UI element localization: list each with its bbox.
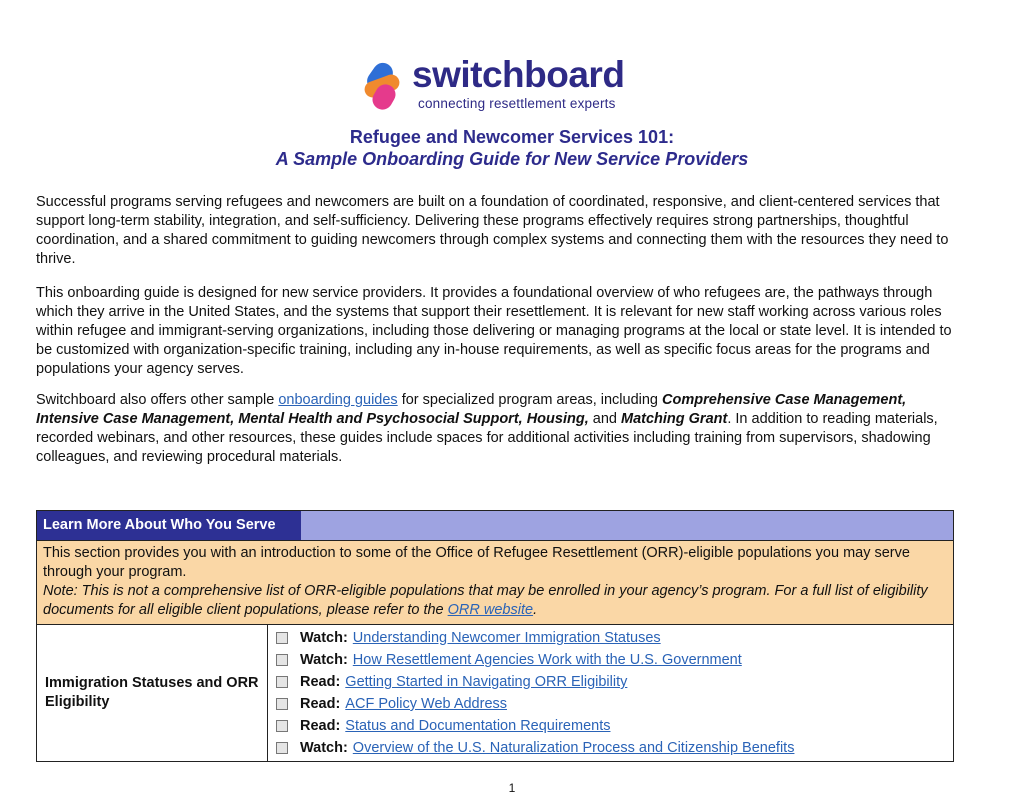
resource-link[interactable]: Overview of the U.S. Naturalization Process and Citizenship Benefits [352,740,795,756]
table-intro-note [43,582,947,620]
table-header [37,511,953,540]
p3-matching-grant: Matching Grant [620,411,728,427]
item-type-label: Read: [300,674,341,690]
resource-list [268,625,953,761]
p3-text-2: for specialized program areas, including [397,392,663,408]
item-type-label: Watch: [300,630,348,646]
list-item [276,627,953,649]
note-text: Note: This is not a comprehensive list of ORR-eligible populations that may be enrolled in your agency’s program. For a full list of eligibility documents for all eligible client populations, please refer to the [43,583,928,618]
list-item [276,715,953,737]
onboarding-guides-link[interactable]: onboarding guides [278,392,398,408]
document-title: Refugee and Newcomer Services 101: [349,127,675,147]
table-row [37,624,953,761]
p3-program-areas: Comprehensive Case Management, Intensive Case Management, Mental Health and Psychosocial Support, Housing, [36,392,907,427]
table-header-label: Learn More About Who You Serve [37,511,301,540]
intro-paragraph-2: This onboarding guide is designed for new service providers. It provides a foundational overview of who refugees are, the pathways through which they arrive in the United States, and the systems that support their resettlement. It is relevant for new staff working across various roles within refugee and immigrant-serving organizations, including those delivering or managing programs at the local or state level. It is intended to be customized with organization-specific training, including any in-house requirements, as well as specific focus areas for the programs and populations your agency serves. [36,285,952,377]
intro-paragraph-1: Successful programs serving refugees and newcomers are built on a foundation of coordinated, responsive, and client-centered services that support long-term stability, integration, and self-sufficiency. Delivering these programs effectively requires strong partnerships, thoughtful coordination, and a shared commitment to guiding newcomers through complex systems and connecting them with the resources they need to thrive. [36,194,949,267]
item-type-label: Read: [300,696,341,712]
p3-text-1: Switchboard also offers other sample [36,392,279,408]
logo-tagline: connecting resettlement experts [418,96,616,111]
checkbox[interactable] [276,698,288,710]
resource-link[interactable]: Getting Started in Navigating ORR Eligibility [345,674,628,690]
list-item [276,649,953,671]
list-item [276,671,953,693]
resource-link[interactable]: Understanding Newcomer Immigration Statuses [352,630,661,646]
checkbox[interactable] [276,632,288,644]
document-subtitle: A Sample Onboarding Guide for New Service Providers [275,149,749,169]
page-number: 1 [508,781,516,795]
list-item [276,693,953,715]
switchboard-logo [358,54,638,114]
checkbox[interactable] [276,720,288,732]
checkbox[interactable] [276,676,288,688]
intro-paragraph-3 [36,391,971,467]
item-type-label: Watch: [300,740,348,756]
list-item [276,737,953,759]
orr-website-link[interactable]: ORR website [447,602,534,618]
p3-text-3: and [588,411,621,427]
note-end: . [533,602,538,618]
item-type-label: Watch: [300,652,348,668]
row-label: Immigration Statuses and ORR Eligibility [37,625,268,761]
checkbox[interactable] [276,742,288,754]
resource-link[interactable]: How Resettlement Agencies Work with the U.S. Government [352,652,742,668]
checkbox[interactable] [276,654,288,666]
resource-link[interactable]: ACF Policy Web Address [345,696,508,712]
table-intro-text: This section provides you with an introduction to some of the Office of Refugee Resettlement (ORR)-eligible populations you may serve through your program. [43,545,910,580]
switchboard-logo-icon [358,60,408,112]
item-type-label: Read: [300,718,341,734]
p3-text-4: . In addition to reading materials, recorded webinars, and other resources, these guides include spaces for additional activities including training from supervisors, shadowing colleagues, and reviewing procedural materials. [36,411,938,465]
table-header-fill [301,511,953,540]
resource-link[interactable]: Status and Documentation Requirements [345,718,611,734]
learn-more-table [36,510,954,762]
logo-wordmark: switchboard [412,54,625,95]
table-intro [37,540,953,624]
